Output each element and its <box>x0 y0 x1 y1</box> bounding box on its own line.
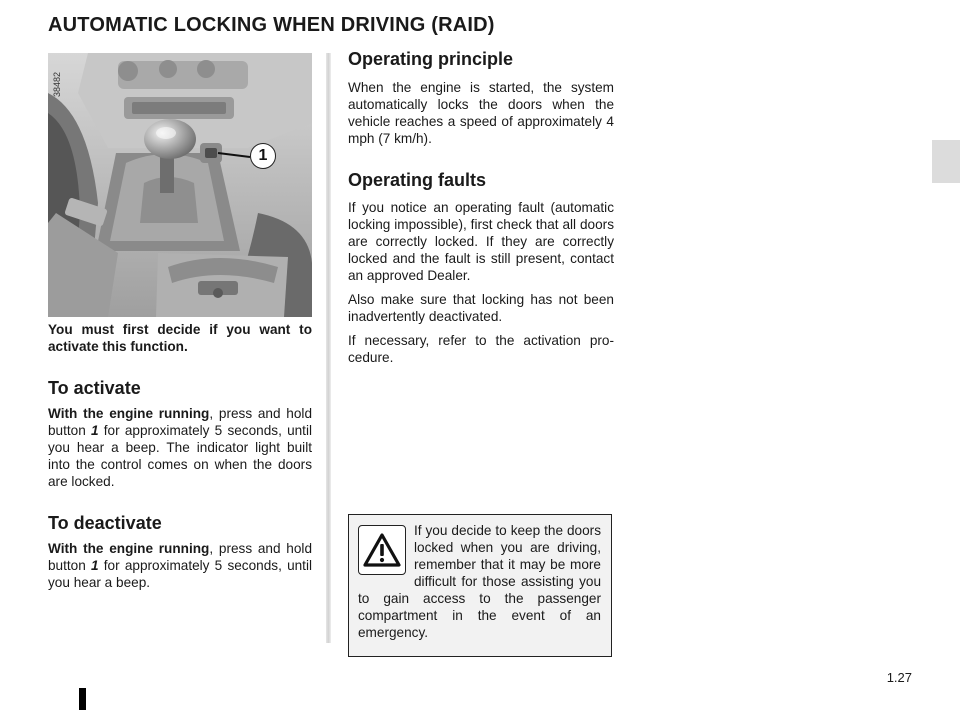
faults-text-1: If you notice an operating fault (automatic locking impossible), first check that all doors are correctly locked. If they are correctly locked and the fault is still present, contact an approved Dealer. <box>348 200 614 283</box>
intro-note: You must first decide if you want to activate this function. <box>48 322 312 354</box>
left-column <box>48 321 312 591</box>
activate-lead: With the engine running <box>48 406 210 421</box>
section-side-tab <box>932 140 960 183</box>
deactivate-text-2: for approximately 5 seconds, until you hear a beep. <box>48 558 313 590</box>
corner-crop-mark <box>79 688 86 710</box>
faults-heading: Operating faults <box>348 170 487 190</box>
faults-text-2: Also make sure that locking has not been inadvertently deactivated. <box>348 292 614 324</box>
callout-number: 1 <box>250 143 276 169</box>
faults-text-3: If necessary, refer to the activation procedure. <box>348 333 614 365</box>
deactivate-lead: With the engine running <box>48 541 210 556</box>
page-number: 1.27 <box>886 670 912 685</box>
activate-heading: To activate <box>48 378 141 398</box>
deactivate-button-ref: 1 <box>91 558 99 573</box>
photo-reference-code: 38482 <box>52 71 62 97</box>
column-divider <box>326 53 331 643</box>
activate-text <box>48 405 312 490</box>
warning-triangle-icon <box>358 525 406 575</box>
deactivate-text-1: , press and hold button <box>48 541 313 573</box>
warning-text: If you decide to keep the doors locked when you are driving, remember that it may be more difficult for those assisting you to gain access to the passenger compartment in the event of an emergency. <box>358 523 601 640</box>
warning-box <box>348 514 612 657</box>
deactivate-text <box>48 540 312 591</box>
page-title: AUTOMATIC LOCKING WHEN DRIVING (RAID) <box>48 14 495 36</box>
illustration-photo <box>48 53 312 317</box>
principle-heading: Operating principle <box>348 49 514 69</box>
activate-text-2: for approximately 5 seconds, until you hear a beep. The indicator light built into the control comes on when the doors are locked. <box>48 423 313 489</box>
activate-text-1: , press and hold button <box>48 406 313 438</box>
gear-lever-illustration <box>48 53 312 317</box>
right-column <box>348 48 614 366</box>
activate-button-ref: 1 <box>91 423 99 438</box>
deactivate-heading: To deactivate <box>48 513 162 533</box>
principle-text: When the engine is started, the system automatically locks the doors when the vehicle reaches a speed of approximately 4 mph (7 km/h). <box>348 80 614 146</box>
